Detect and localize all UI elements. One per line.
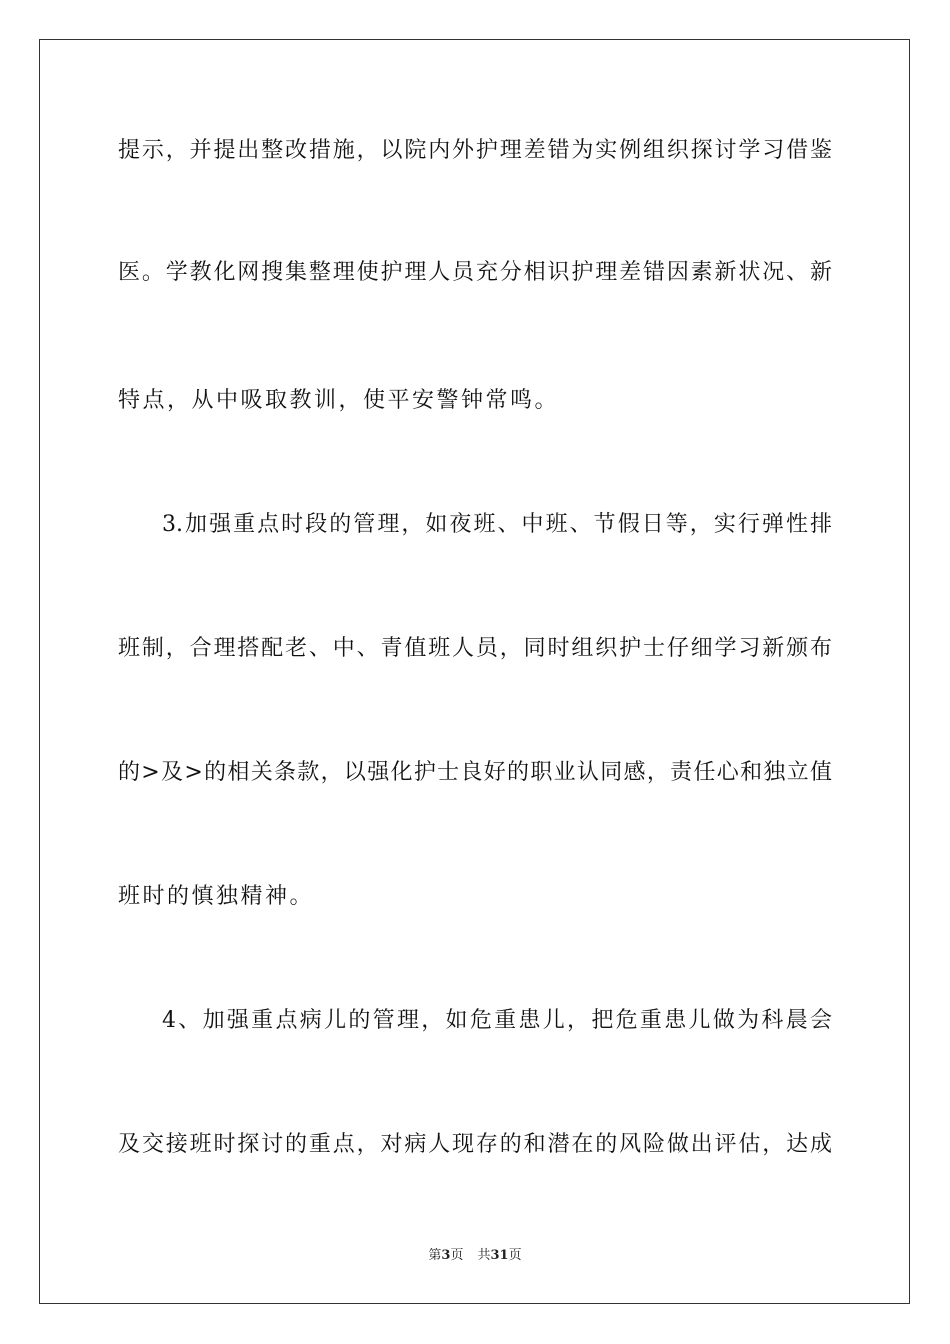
text-line-1: 提示，并提出整改措施，以院内外护理差错为实例组织探讨学习借鉴: [118, 138, 832, 163]
text-line-8: 4、加强重点病儿的管理，如危重患儿，把危重患儿做为科晨会: [162, 1008, 832, 1033]
footer-total-prefix: 共: [477, 1248, 491, 1263]
footer-page-suffix: 页: [450, 1248, 464, 1263]
page-border: [39, 39, 910, 1304]
text-line-7: 班时的慎独精神。: [118, 884, 315, 909]
text-line-2: 医。学教化网搜集整理使护理人员充分相识护理差错因素新状况、新: [118, 260, 832, 285]
text-line-9: 及交接班时探讨的重点，对病人现存的和潜在的风险做出评估，达成: [118, 1132, 832, 1157]
footer-total-suffix: 页: [508, 1248, 522, 1263]
text-line-5: 班制，合理搭配老、中、青值班人员，同时组织护士仔细学习新颁布: [118, 636, 832, 661]
footer-total-number: 31: [490, 1248, 509, 1263]
text-line-3: 特点，从中吸取教训，使平安警钟常鸣。: [118, 388, 560, 413]
footer-page-prefix: 第: [428, 1248, 442, 1263]
footer-page-number: 3: [441, 1248, 451, 1263]
text-line-4: 3.加强重点时段的管理，如夜班、中班、节假日等，实行弹性排: [162, 512, 832, 537]
text-line-6: 的>及>的相关条款，以强化护士良好的职业认同感，责任心和独立值: [118, 760, 832, 785]
page-footer: [0, 1247, 950, 1265]
